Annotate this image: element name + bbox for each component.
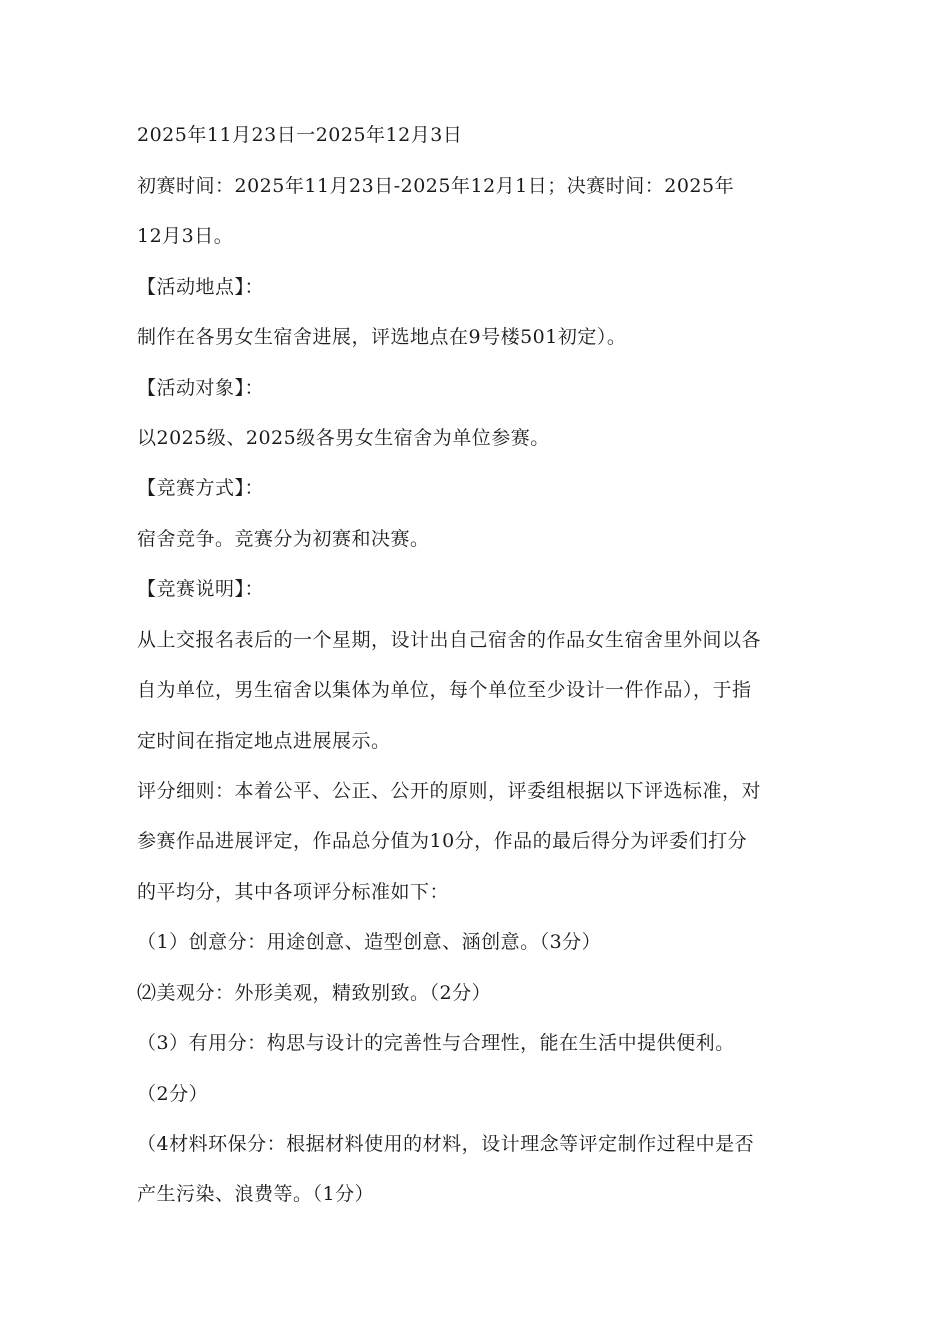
criterion-materials: （4材料环保分：根据材料使用的材料，设计理念等评定制作过程中是否	[137, 1133, 755, 1155]
scoring-rules-3: 的平均分，其中各项评分标准如下：	[137, 881, 450, 903]
format-text: 宿舍竞争。竞赛分为初赛和决赛。	[137, 528, 430, 550]
location-heading: 【活动地点】：	[137, 276, 265, 298]
criterion-usefulness: （3）有用分：构思与设计的完善性与合理性，能在生活中提供便利。	[137, 1032, 735, 1054]
location-text: 制作在各男女生宿舍进展，评选地点在9号楼501初定）。	[137, 326, 627, 348]
date-range-line: 2025年11月23日一2025年12月3日	[137, 124, 463, 146]
description-text-1: 从上交报名表后的一个星期，设计出自己宿舍的作品女生宿舍里外间以各	[137, 629, 762, 651]
description-heading: 【竞赛说明】：	[137, 578, 265, 600]
description-text-3: 定时间在指定地点进展展示。	[137, 730, 391, 752]
scoring-rules-2: 参赛作品进展评定，作品总分值为10分，作品的最后得分为评委们打分	[137, 830, 748, 852]
participants-heading: 【活动对象】：	[137, 377, 265, 399]
scoring-rules-1: 评分细则：本着公平、公正、公开的原则，评委组根据以下评选标准，对	[137, 780, 762, 802]
participants-text: 以2025级、2025级各男女生宿舍为单位参赛。	[137, 427, 550, 449]
criterion-materials-cont: 产生污染、浪费等。（1分）	[137, 1183, 375, 1205]
competition-time-line-cont: 12月3日。	[137, 225, 234, 247]
format-heading: 【竞赛方式】：	[137, 477, 265, 499]
description-text-2: 自为单位，男生宿舍以集体为单位，每个单位至少设计一件作品），于指	[137, 679, 752, 701]
criterion-aesthetics: ⑵美观分：外形美观，精致别致。（2分）	[137, 982, 492, 1004]
criterion-creativity: （1）创意分：用途创意、造型创意、涵创意。（3分）	[137, 931, 602, 953]
competition-time-line: 初赛时间：2025年11月23日-2025年12月1日；决赛时间：2025年	[137, 175, 735, 197]
criterion-usefulness-points: （2分）	[137, 1083, 209, 1105]
